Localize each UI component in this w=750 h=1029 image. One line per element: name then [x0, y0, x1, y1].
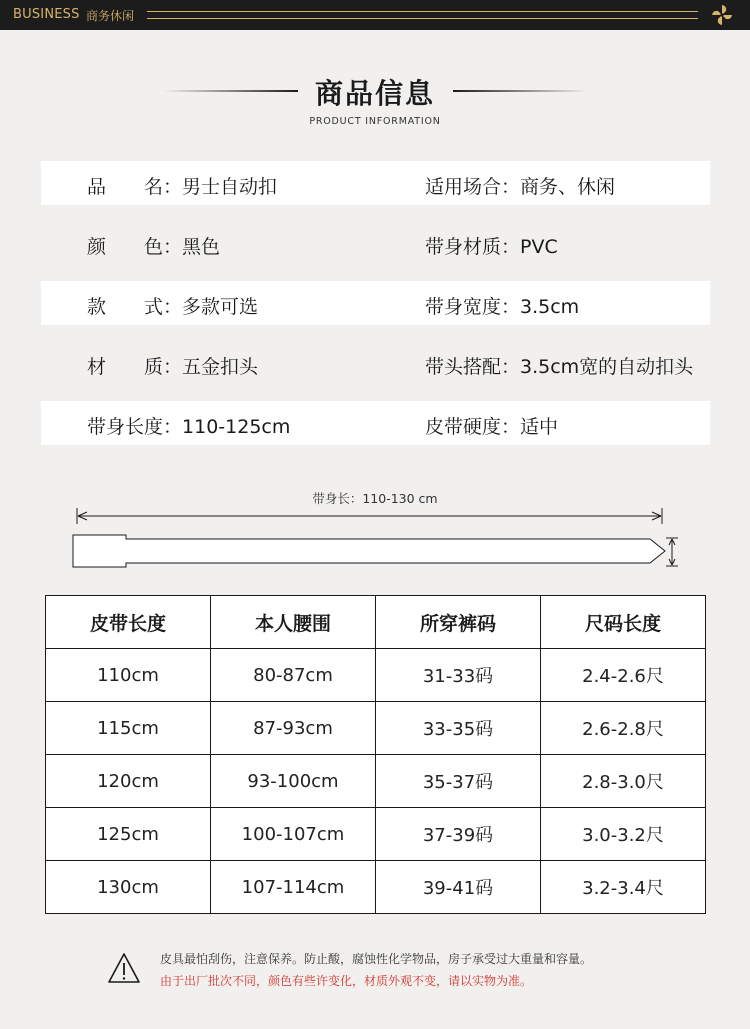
belt-diagram — [60, 505, 690, 575]
section-title: 商品信息 — [314, 77, 435, 110]
brand-subtitle: 商务休闲 — [86, 9, 135, 23]
notice-line-disclaimer: 由于出厂批次不同，颜色有些许变化，材质外观不变，请以实物为准。 — [160, 974, 533, 988]
column-header: 所穿裤码 — [376, 596, 541, 649]
brand-label: BUSINESS — [13, 7, 80, 22]
column-header: 皮带长度 — [46, 596, 211, 649]
info-row — [41, 401, 710, 445]
table-cell: 115cm — [46, 702, 211, 755]
info-label: 带身长度： — [87, 416, 183, 438]
heading-rule-right — [453, 90, 588, 92]
table-cell: 110cm — [46, 649, 211, 702]
top-banner — [0, 0, 750, 30]
info-value: 110-125cm — [182, 416, 291, 438]
info-value-2: PVC — [520, 236, 558, 258]
table-cell: 100-107cm — [211, 808, 376, 861]
length-dimension-arrow — [77, 508, 662, 524]
table-cell: 125cm — [46, 808, 211, 861]
table-row — [46, 861, 706, 914]
info-label: 颜 色： — [87, 236, 183, 258]
section-heading — [0, 72, 750, 127]
width-dimension-arrow — [666, 538, 678, 566]
table-cell: 31-33码 — [376, 649, 541, 702]
table-cell: 2.6-2.8尺 — [541, 702, 706, 755]
table-cell: 3.0-3.2尺 — [541, 808, 706, 861]
info-value: 黑色 — [182, 236, 221, 258]
table-cell: 33-35码 — [376, 702, 541, 755]
table-cell: 39-41码 — [376, 861, 541, 914]
table-cell: 130cm — [46, 861, 211, 914]
info-label-2: 适用场合： — [425, 176, 521, 198]
table-header-row — [46, 596, 706, 649]
warning-icon — [107, 952, 141, 984]
info-value-2: 3.5cm宽的自动扣头 — [520, 356, 694, 378]
table-row — [46, 649, 706, 702]
table-cell: 93-100cm — [211, 755, 376, 808]
size-table — [45, 595, 706, 914]
belt-outline — [73, 535, 665, 567]
table-row — [46, 702, 706, 755]
info-label-2: 带身宽度： — [425, 296, 521, 318]
product-info-list — [41, 161, 710, 461]
banner-rule-top — [147, 11, 698, 12]
table-cell: 35-37码 — [376, 755, 541, 808]
info-label: 材 质： — [87, 356, 183, 378]
belt-length-caption: 带身长：110-130 cm — [312, 491, 438, 506]
column-header: 本人腰围 — [211, 596, 376, 649]
table-cell: 120cm — [46, 755, 211, 808]
info-label-2: 带头搭配： — [425, 356, 521, 378]
info-row — [41, 161, 710, 205]
table-cell: 80-87cm — [211, 649, 376, 702]
info-value-2: 商务、休闲 — [520, 176, 616, 198]
banner-rule-bottom — [147, 18, 698, 19]
section-subtitle: PRODUCT INFORMATION — [309, 116, 441, 127]
table-cell: 2.4-2.6尺 — [541, 649, 706, 702]
info-value-2: 适中 — [520, 416, 559, 438]
info-label-2: 带身材质： — [425, 236, 521, 258]
table-row — [46, 808, 706, 861]
column-header: 尺码长度 — [541, 596, 706, 649]
info-label: 款 式： — [87, 296, 183, 318]
table-cell: 87-93cm — [211, 702, 376, 755]
table-row — [46, 755, 706, 808]
care-notice — [160, 948, 592, 992]
info-row — [41, 341, 710, 385]
table-cell: 37-39码 — [376, 808, 541, 861]
info-label: 品 名： — [87, 176, 183, 198]
info-label-2: 皮带硬度： — [425, 416, 521, 438]
notice-line-care: 皮具最怕刮伤，注意保养。防止酸，腐蚀性化学物品，房子承受过大重量和容量。 — [160, 952, 593, 966]
info-value: 多款可选 — [182, 296, 259, 318]
pinwheel-icon — [710, 3, 734, 27]
table-cell: 107-114cm — [211, 861, 376, 914]
table-cell: 3.2-3.4尺 — [541, 861, 706, 914]
info-row — [41, 281, 710, 325]
info-value: 五金扣头 — [182, 356, 259, 378]
info-value-2: 3.5cm — [520, 296, 580, 318]
heading-rule-left — [163, 90, 298, 92]
info-row — [41, 221, 710, 265]
info-value: 男士自动扣 — [182, 176, 278, 198]
table-cell: 2.8-3.0尺 — [541, 755, 706, 808]
